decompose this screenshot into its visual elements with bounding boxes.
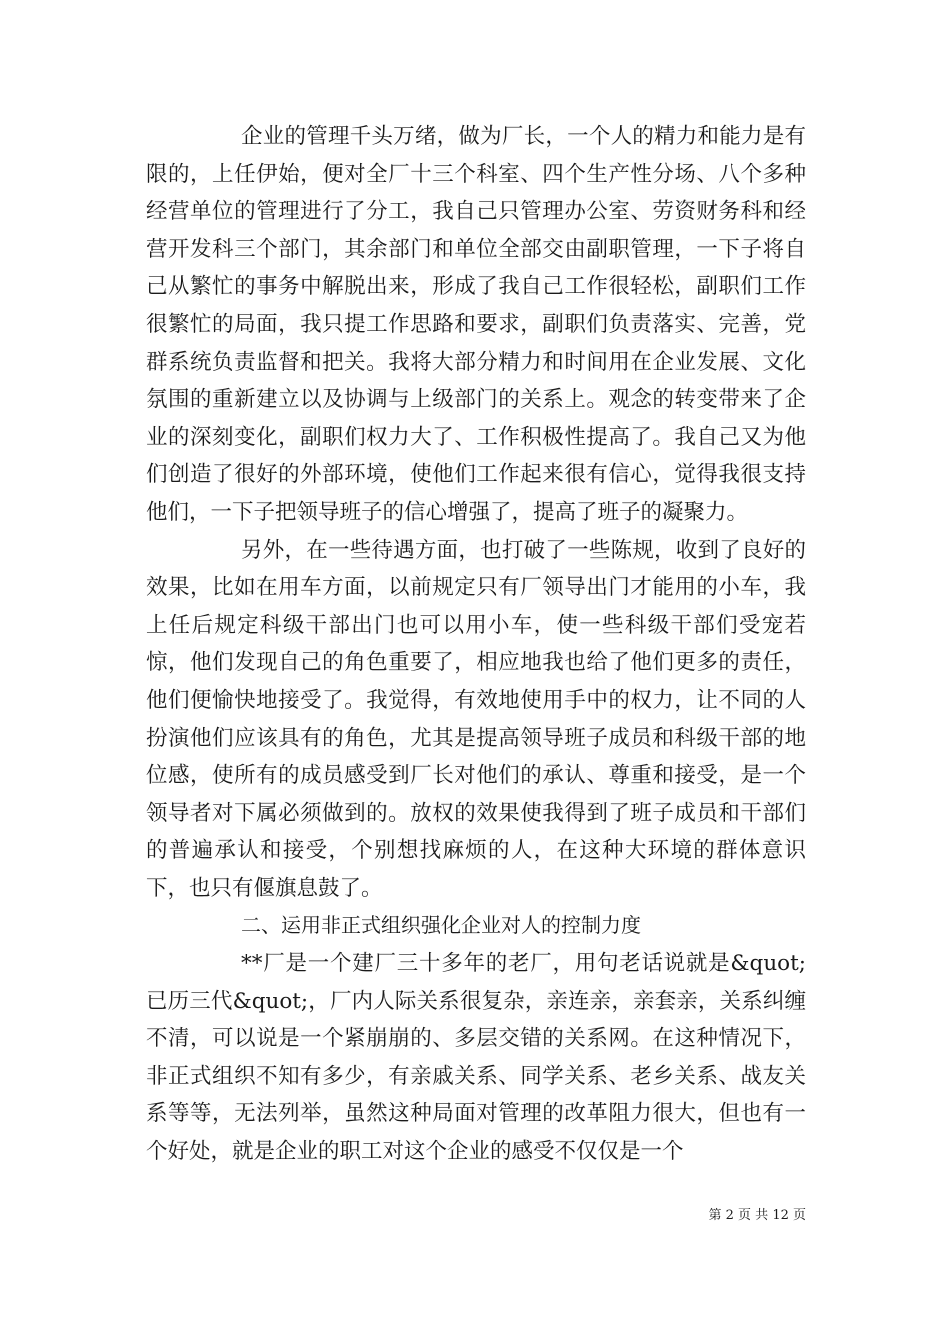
section-heading: 二、运用非正式组织强化企业对人的控制力度 xyxy=(241,913,641,938)
document-body xyxy=(146,118,806,1171)
page-number-footer: 第 2 页 共 12 页 xyxy=(708,1208,806,1223)
paragraph-2: 另外，在一些待遇方面，也打破了一些陈规，收到了良好的效果，比如在用车方面，以前规定只有厂领导出门才能用的小车，我上任后规定科级干部出门也可以用小车，使一些科级干部们受宠若惊，他们发现自己的角色重要了，相应地我也给了他们更多的责任，他们便愉快地接受了。我觉得，有效地使用手中的权力，让不同的人扮演他们应该具有的角色，尤其是提高领导班子成员和科级干部的地位感，使所有的成员感受到厂长对他们的承认、尊重和接受，是一个领导者对下属必须做到的。放权的效果使我得到了班子成员和干部们的普遍承认和接受，个别想找麻烦的人，在这种大环境的群体意识下，也只有偃旗息鼓了。 xyxy=(146,537,806,901)
paragraph-3: **厂是一个建厂三十多年的老厂，用句老话说就是&quot;已历三代&quot;，厂内人际关系很复杂，亲连亲，亲套亲，关系纠缠不清，可以说是一个紧崩崩的、多层交错的关系网。在这种情况下，非正式组织不知有多少，有亲戚关系、同学关系、老乡关系、战友关系等等，无法列举，虽然这种局面对管理的改革阻力很大，但也有一个好处，就是企业的职工对这个企业的感受不仅仅是一个 xyxy=(146,951,806,1165)
paragraph-1: 企业的管理千头万绪，做为厂长，一个人的精力和能力是有限的，上任伊始，便对全厂十三个科室、四个生产性分场、八个多种经营单位的管理进行了分工，我自己只管理办公室、劳资财务科和经营开发科三个部门，其余部门和单位全部交由副职管理，一下子将自己从繁忙的事务中解脱出来，形成了我自己工作很轻松，副职们工作很繁忙的局面，我只提工作思路和要求，副职们负责落实、完善，党群系统负责监督和把关。我将大部分精力和时间用在企业发展、文化氛围的重新建立以及协调与上级部门的关系上。观念的转变带来了企业的深刻变化，副职们权力大了、工作积极性提高了。我自己又为他们创造了很好的外部环境，使他们工作起来很有信心，觉得我很支持他们，一下子把领导班子的信心增强了，提高了班子的凝聚力。 xyxy=(146,124,806,525)
